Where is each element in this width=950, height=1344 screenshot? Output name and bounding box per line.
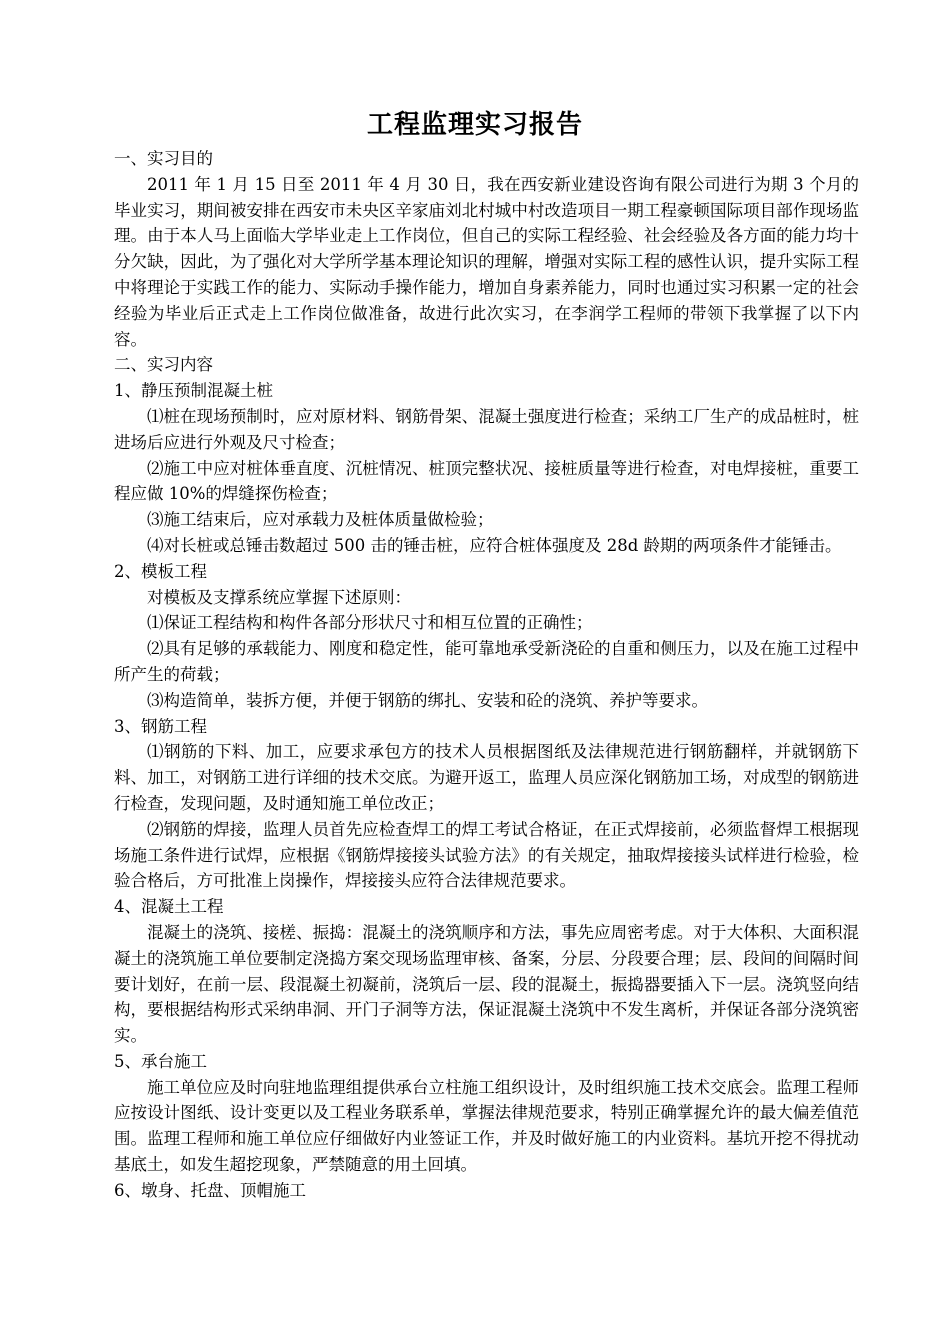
- document-title: 工程监理实习报告: [366, 110, 583, 140]
- paragraph: ⑴桩在现场预制时，应对原材料、钢筋骨架、混凝土强度进行检查；采纳工厂生产的成品桩时，桩进场后应进行外观及尺寸检查；: [114, 406, 859, 452]
- paragraph: ⑶施工结束后，应对承载力及桩体质量做检验；: [147, 510, 494, 530]
- paragraph: 施工单位应及时向驻地监理组提供承台立柱施工组织设计，及时组织施工技术交底会。监理工程师应按设计图纸、设计变更以及工程业务联系单，掌握法律规范要求，特别正确掌握允许的最大偏差值范围。监理工程师和施工单位应仔细做好内业签证工作，并及时做好施工的内业资料。基坑开挖不得扰动基底土，如发生超挖现象，严禁随意的用土回填。: [114, 1077, 859, 1175]
- section-heading: 一、实习目的: [114, 149, 213, 168]
- section-heading: 2、模板工程: [114, 561, 207, 581]
- section-heading: 5、承台施工: [114, 1051, 207, 1071]
- paragraph: ⑴保证工程结构和构件各部分形状尺寸和相互位置的正确性；: [147, 613, 593, 633]
- paragraph: ⑵施工中应对桩体垂直度、沉桩情况、桩顶完整状况、接桩质量等进行检查，对电焊接桩，重要工程应做 10%的焊缝探伤检查；: [114, 458, 859, 504]
- paragraph: 对模板及支撑系统应掌握下述原则：: [147, 587, 411, 607]
- paragraph: 2011 年 1 月 15 日至 2011 年 4 月 30 日，我在西安新业建设咨询有限公司进行为期 3 个月的毕业实习，期间被安排在西安市未央区辛家庙刘北村城中村改造项目一期工程豪顿国际项目部作现场监理。由于本人马上面临大学毕业走上工作岗位，但自己的实际工程经验、社会经验及各方面的能力均十分欠缺，因此，为了强化对大学所学基本理论知识的理解，增强对实际工程的感性认识，提升实际工程中将理论于实践工作的能力、实际动手操作能力，增加自身素养能力，同时也通过实习积累一定的社会经验为毕业后正式走上工作岗位做准备，故进行此次实习，在李润学工程师的带领下我掌握了以下内容。: [114, 174, 859, 349]
- paragraph: ⑵具有足够的承载能力、刚度和稳定性，能可靠地承受新浇砼的自重和侧压力，以及在施工过程中所产生的荷载；: [114, 639, 859, 684]
- paragraph: ⑶构造简单，装拆方便，并便于钢筋的绑扎、安装和砼的浇筑、养护等要求。: [147, 690, 708, 710]
- paragraph: ⑷对长桩或总锤击数超过 500 击的锤击桩，应符合桩体强度及 28d 龄期的两项条件才能锤击。: [147, 535, 842, 555]
- section-heading: 4、混凝土工程: [114, 897, 224, 917]
- section-heading: 3、钢筋工程: [114, 716, 207, 736]
- paragraph: ⑵钢筋的焊接，监理人员首先应检查焊工的焊工考试合格证，在正式焊接前，必须监督焊工根据现场施工条件进行试焊，应根据《钢筋焊接接头试验方法》的有关规定，抽取焊接接头试样进行检验，检验合格后，方可批准上岗操作，焊接接头应符合法律规范要求。: [114, 819, 859, 891]
- section-heading: 二、实习内容: [114, 355, 213, 375]
- section-heading: 6、墩身、托盘、顶帽施工: [114, 1180, 306, 1200]
- document-body: [114, 146, 859, 1204]
- section-heading: 1、静压预制混凝土桩: [114, 381, 273, 401]
- paragraph: 混凝土的浇筑、接槎、振捣：混凝土的浇筑顺序和方法，事先应周密考虑。对于大体积、大面积混凝土的浇筑施工单位要制定浇捣方案交现场监理审核、备案，分层、分段要合理；层、段间的间隔时间要计划好，在前一层、段混凝土初凝前，浇筑后一层、段的混凝土，振捣器要插入下一层。浇筑竖向结构，要根据结构形式采纳串洞、开门子洞等方法，保证混凝土浇筑中不发生离析，并保证各部分浇筑密实。: [114, 922, 859, 1046]
- paragraph: ⑴钢筋的下料、加工，应要求承包方的技术人员根据图纸及法律规范进行钢筋翻样，并就钢筋下料、加工，对钢筋工进行详细的技术交底。为避开返工，监理人员应深化钢筋加工场，对成型的钢筋进行检查，发现问题，及时通知施工单位改正；: [114, 742, 859, 813]
